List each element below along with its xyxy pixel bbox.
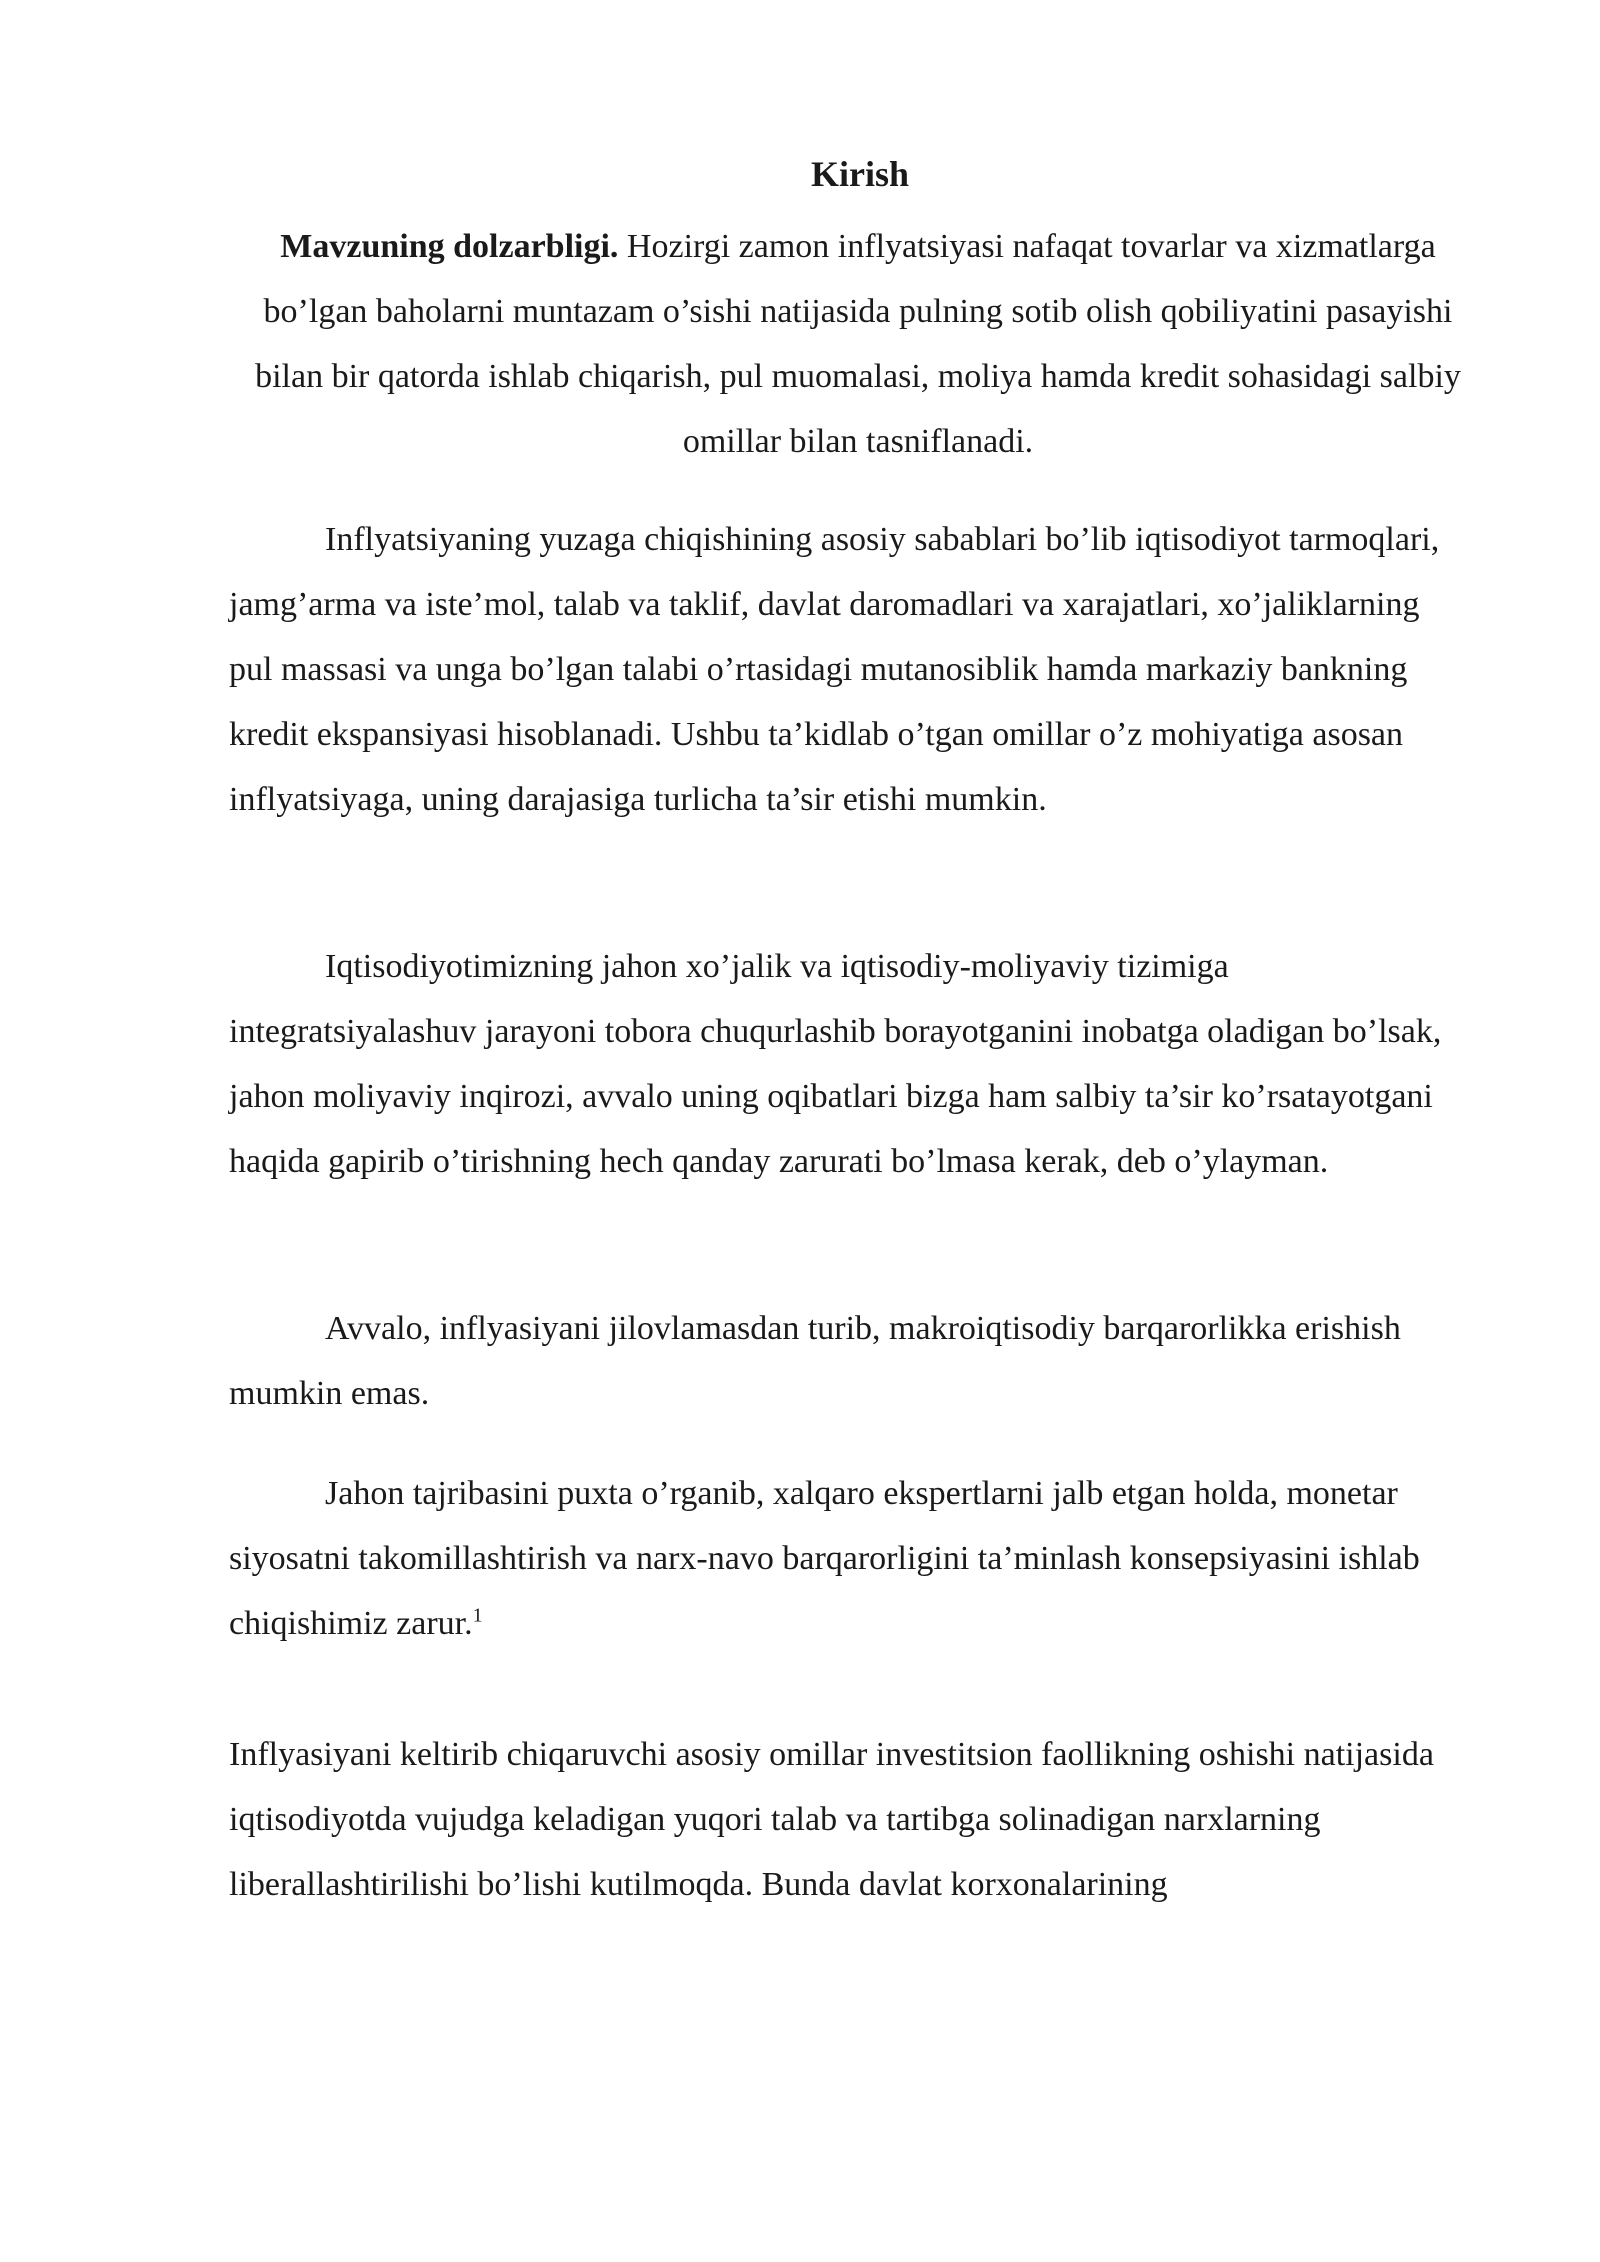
body-paragraph-1	[229, 507, 1465, 832]
section-heading: Kirish	[810, 154, 909, 194]
paragraph-text: Inflyatsiyaning yuzaga chiqishining asosiy sabablari bo’lib iqtisodiyot tarmoqlari, jamg’arma va iste’mol, talab va taklif, davlat daromadlari va xarajatlari, xo’jaliklarning pul massasi va unga bo’lgan talabi o’rtasidagi mutanosiblik hamda markaziy bankning kredit ekspansiyasi hisoblanadi. Ushbu ta’kidlab o’tgan omillar o’z mohiyatiga asosan inflyatsiyaga, uning darajasiga turlicha ta’sir etishi mumkin.	[229, 521, 1440, 818]
paragraph-text: Inflyasiyani keltirib chiqaruvchi asosiy omillar investitsion faollikning oshishi natijasida iqtisodiyotda vujudga keladigan yuqori talab va tartibga solinadigan narxlarning liberallashtirilishi bo’lishi kutilmoqda. Bunda davlat korxonalarining	[229, 1736, 1434, 1903]
intro-lead: Mavzuning dolzarbligi.	[280, 228, 619, 265]
intro-paragraph	[250, 214, 1466, 474]
body-paragraph-4	[229, 1461, 1465, 1656]
intro-text: Hozirgi zamon inflyatsiyasi nafaqat tovarlar va xizmatlarga bo’lgan baholarni muntazam o’sishi natijasida pulning sotib olish qobiliyatini pasayishi bilan bir qatorda ishlab chiqarish, pul muomalasi, moliya hamda kredit sohasidagi salbiy omillar bilan tasniflanadi.	[255, 228, 1461, 460]
body-paragraph-5	[229, 1722, 1465, 1917]
body-paragraph-3	[229, 1296, 1465, 1426]
body-paragraph-2	[229, 934, 1465, 1194]
paragraph-text: Iqtisodiyotimizning jahon xo’jalik va iqtisodiy-moliyaviy tizimiga integratsiyalashuv jarayoni tobora chuqurlashib borayotganini inobatga oladigan bo’lsak, jahon moliyaviy inqirozi, avvalo uning oqibatlari bizga ham salbiy ta’sir ko’rsatayotgani haqida gapirib o’tirishning hech qanday zarurati bo’lmasa kerak, deb o’ylayman.	[229, 948, 1442, 1180]
footnote-marker[interactable]: 1	[472, 1604, 483, 1627]
paragraph-text: Avvalo, inflyasiyani jilovlamasdan turib, makroiqtisodiy barqarorlikka erishish mumkin emas.	[229, 1310, 1401, 1412]
paragraph-text: Jahon tajribasini puxta o’rganib, xalqaro ekspertlarni jalb etgan holda, monetar siyosatni takomillashtirish va narx-navo barqarorligini ta’minlash konsepsiyasini ishlab chiqishimiz zarur.	[229, 1475, 1420, 1642]
